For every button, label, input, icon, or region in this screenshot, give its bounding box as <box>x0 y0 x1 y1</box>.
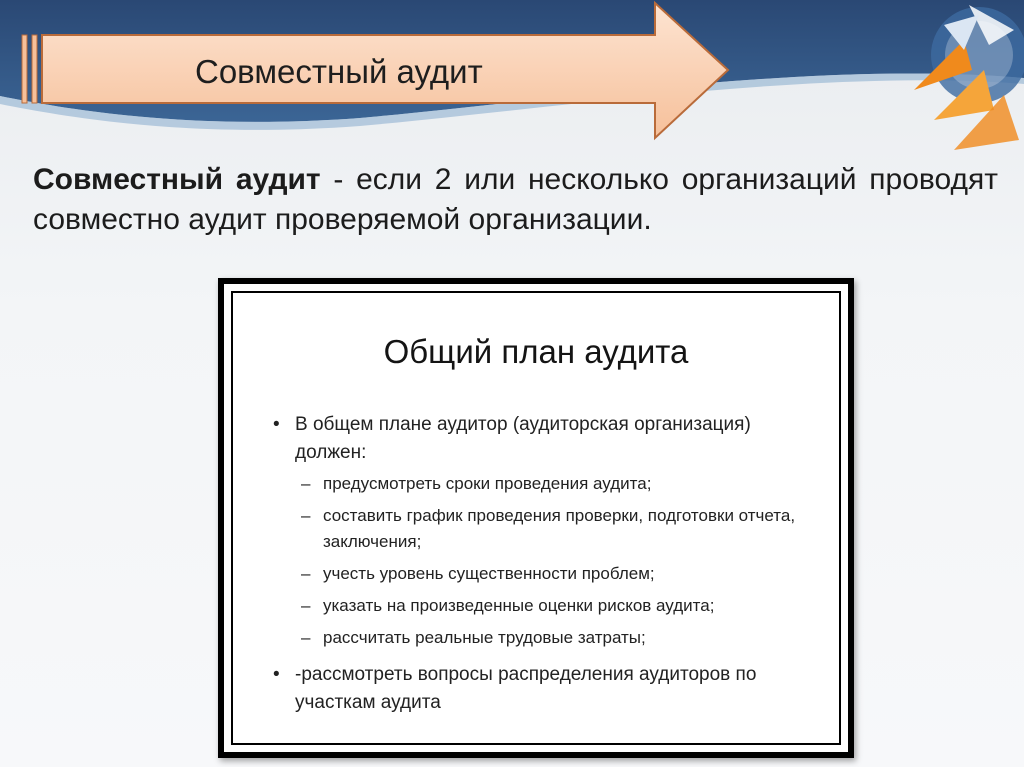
decorative-arrows-logo <box>894 0 1024 160</box>
slide-title: Совместный аудит <box>195 53 483 90</box>
plan-card-body <box>265 411 819 721</box>
definition-term: Совместный аудит <box>33 163 321 196</box>
plan-card-inner-border <box>224 284 848 752</box>
dash-icon: – <box>301 564 311 583</box>
list-item <box>265 661 819 717</box>
sub-item-text: учесть уровень существенности проблем; <box>323 564 655 583</box>
dash-icon: – <box>301 474 311 493</box>
sub-list-item <box>265 561 819 587</box>
definition-text: - если 2 или несколько организаций проводят совместно аудит проверяемой организации. <box>33 163 998 236</box>
dash-icon: – <box>301 506 311 525</box>
sub-item-text: составить график проведения проверки, подготовки отчета, заключения; <box>323 506 796 551</box>
list-item <box>265 411 819 467</box>
sub-item-text: рассчитать реальные трудовые затраты; <box>323 628 646 647</box>
dash-icon: – <box>301 628 311 647</box>
bullet-icon: • <box>273 414 280 435</box>
sub-list-item <box>265 503 819 555</box>
sub-list-item <box>265 593 819 619</box>
bullet-icon: • <box>273 664 280 685</box>
plan-card-frame <box>218 278 854 758</box>
sub-item-text: указать на произведенные оценки рисков аудита; <box>323 596 715 615</box>
sub-list-item <box>265 471 819 497</box>
bullet-text: -рассмотреть вопросы распределения аудиторов по участкам аудита <box>295 664 757 713</box>
sub-item-text: предусмотреть сроки проведения аудита; <box>323 474 652 493</box>
bullet-text: В общем плане аудитор (аудиторская организация) должен: <box>295 414 751 463</box>
dash-icon: – <box>301 596 311 615</box>
plan-card-title: Общий план аудита <box>383 333 689 370</box>
sub-list-item <box>265 625 819 651</box>
definition-paragraph <box>33 160 998 240</box>
plan-card <box>231 291 841 745</box>
